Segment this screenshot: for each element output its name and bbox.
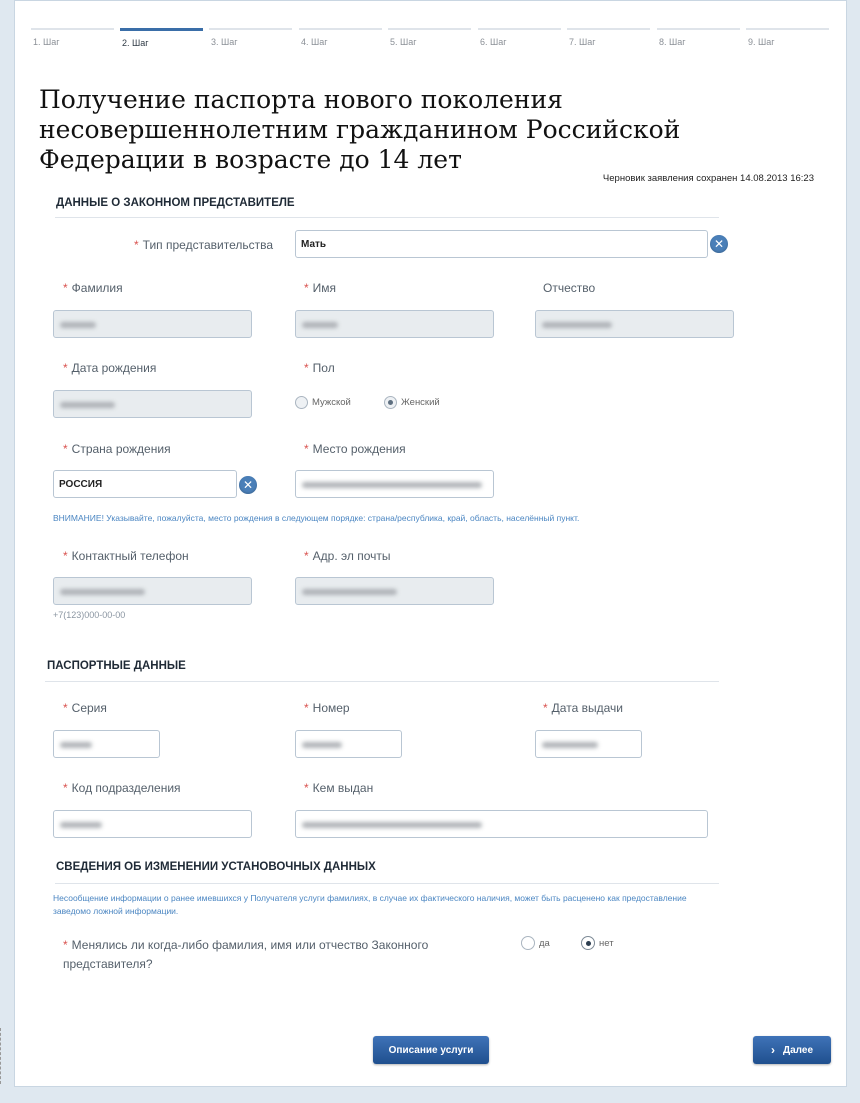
step-2-label: 2. Шаг xyxy=(122,38,149,48)
required-marker: * xyxy=(63,938,68,952)
series-label xyxy=(63,701,107,715)
section-title-changes: СВЕДЕНИЯ ОБ ИЗМЕНЕНИИ УСТАНОВОЧНЫХ ДАННЫХ xyxy=(56,861,376,873)
birth-place-warning: ВНИМАНИЕ! Указывайте, пожалуйста, место рождения в следующем порядке: страна/республика, край, область, населённый пункт. xyxy=(53,513,580,523)
birth-date-label xyxy=(63,361,156,375)
changes-note: Несообщение информации о ранее имевшихся у Получателя услуги фамилиях, в случае их фактического наличия, может быть расценено как предоставление заведомо ложной информации. xyxy=(53,893,687,916)
redacted-value xyxy=(302,589,397,595)
name-change-yes-radio[interactable] xyxy=(521,936,550,950)
step-6-label: 6. Шаг xyxy=(480,37,507,47)
step-3[interactable] xyxy=(209,28,292,47)
radio-selected-dot xyxy=(586,941,591,946)
number-label xyxy=(304,701,350,715)
step-4[interactable] xyxy=(299,28,382,47)
step-8-label: 8. Шаг xyxy=(659,37,686,47)
redacted-value xyxy=(302,482,482,488)
issue-date-label-text: Дата выдачи xyxy=(551,701,623,715)
step-9[interactable] xyxy=(746,28,829,47)
next-button-label: Далее xyxy=(782,1044,814,1056)
radio-selected-dot xyxy=(388,400,393,405)
redacted-value xyxy=(302,322,338,328)
issued-by-label-text: Кем выдан xyxy=(312,781,374,795)
gender-female-label: Женский xyxy=(401,397,440,408)
last-name-field[interactable] xyxy=(53,310,252,338)
series-field[interactable] xyxy=(53,730,160,758)
step-1-label: 1. Шаг xyxy=(33,37,60,47)
gender-label-text: Пол xyxy=(312,361,335,375)
number-field[interactable] xyxy=(295,730,402,758)
step-5[interactable] xyxy=(388,28,471,47)
redacted-value xyxy=(542,742,598,748)
step-2[interactable] xyxy=(120,28,203,48)
clear-country-icon[interactable]: ✕ xyxy=(239,476,257,494)
redacted-value xyxy=(302,822,482,828)
last-name-label xyxy=(63,281,123,295)
name-change-no-label: нет xyxy=(599,937,614,949)
required-marker: * xyxy=(304,442,309,456)
first-name-field[interactable] xyxy=(295,310,494,338)
phone-label xyxy=(63,549,189,563)
required-marker: * xyxy=(543,701,548,715)
birth-place-label-text: Место рождения xyxy=(312,442,406,456)
clear-type-icon[interactable]: ✕ xyxy=(710,235,728,253)
radio-circle xyxy=(384,396,397,409)
service-description-button[interactable]: Описание услуги xyxy=(373,1036,489,1064)
email-label xyxy=(304,549,391,563)
redacted-value xyxy=(60,822,102,828)
birth-country-field[interactable] xyxy=(53,470,237,498)
name-change-no-radio[interactable] xyxy=(581,936,614,950)
redacted-value xyxy=(60,322,96,328)
name-change-question-text: Менялись ли когда-либо фамилия, имя или отчество Законного представителя? xyxy=(63,938,429,971)
edge-marks xyxy=(0,1028,5,1084)
step-4-label: 4. Шаг xyxy=(301,37,328,47)
birth-place-field[interactable] xyxy=(295,470,494,498)
division-code-label-text: Код подразделения xyxy=(71,781,181,795)
gender-female-radio[interactable] xyxy=(384,396,440,409)
first-name-label xyxy=(304,281,336,295)
step-progress xyxy=(31,28,831,48)
issue-date-field[interactable] xyxy=(535,730,642,758)
step-9-label: 9. Шаг xyxy=(748,37,775,47)
required-marker: * xyxy=(304,281,309,295)
divider xyxy=(55,883,719,884)
birth-country-label-text: Страна рождения xyxy=(71,442,171,456)
divider xyxy=(55,217,719,218)
required-marker: * xyxy=(304,781,309,795)
series-label-text: Серия xyxy=(71,701,107,715)
required-marker: * xyxy=(304,549,309,563)
issued-by-label xyxy=(304,781,373,795)
step-6[interactable] xyxy=(478,28,561,47)
redacted-value xyxy=(542,322,612,328)
division-code-label xyxy=(63,781,181,795)
representation-type-field[interactable] xyxy=(295,230,708,258)
step-1[interactable] xyxy=(31,28,114,47)
next-button[interactable] xyxy=(753,1036,831,1064)
step-5-label: 5. Шаг xyxy=(390,37,417,47)
gender-male-radio[interactable] xyxy=(295,396,351,409)
issue-date-label xyxy=(543,701,623,715)
patronymic-field[interactable] xyxy=(535,310,734,338)
section-title-passport: ПАСПОРТНЫЕ ДАННЫЕ xyxy=(47,660,186,672)
required-marker: * xyxy=(134,238,139,252)
patronymic-label: Отчество xyxy=(543,281,596,295)
step-7[interactable] xyxy=(567,28,650,47)
gender-male-label: Мужской xyxy=(312,397,351,408)
phone-format-hint: +7(123)000-00-00 xyxy=(53,610,126,620)
birth-country-label xyxy=(63,442,171,456)
radio-circle xyxy=(521,936,535,950)
required-marker: * xyxy=(63,442,68,456)
redacted-value xyxy=(60,742,92,748)
step-7-label: 7. Шаг xyxy=(569,37,596,47)
redacted-value xyxy=(302,742,342,748)
divider xyxy=(45,681,719,682)
radio-circle xyxy=(295,396,308,409)
issued-by-field[interactable] xyxy=(295,810,708,838)
radio-circle xyxy=(581,936,595,950)
phone-field[interactable] xyxy=(53,577,252,605)
division-code-field[interactable] xyxy=(53,810,252,838)
redacted-value xyxy=(60,402,115,408)
birth-country-value: РОССИЯ xyxy=(59,478,103,490)
section-title-representative: ДАННЫЕ О ЗАКОННОМ ПРЕДСТАВИТЕЛЕ xyxy=(56,197,295,209)
first-name-label-text: Имя xyxy=(312,281,337,295)
draft-saved-status: Черновик заявления сохранен 14.08.2013 16:23 xyxy=(602,173,814,184)
representation-type-value: Мать xyxy=(301,238,327,250)
page-title: Получение паспорта нового поколения несовершеннолетним гражданином Российской Федерации в возрасте до 14 лет xyxy=(39,85,681,174)
step-3-label: 3. Шаг xyxy=(211,37,238,47)
required-marker: * xyxy=(304,701,309,715)
required-marker: * xyxy=(304,361,309,375)
birth-place-label xyxy=(304,442,406,456)
birth-date-label-text: Дата рождения xyxy=(71,361,157,375)
phone-label-text: Контактный телефон xyxy=(71,549,189,563)
required-marker: * xyxy=(63,549,68,563)
email-label-text: Адр. эл почты xyxy=(312,549,391,563)
email-field[interactable] xyxy=(295,577,494,605)
required-marker: * xyxy=(63,361,68,375)
name-change-question xyxy=(63,936,473,974)
required-marker: * xyxy=(63,281,68,295)
step-8[interactable] xyxy=(657,28,740,47)
representation-type-label-text: Тип представительства xyxy=(142,238,274,252)
gender-label xyxy=(304,361,335,375)
required-marker: * xyxy=(63,701,68,715)
last-name-label-text: Фамилия xyxy=(71,281,123,295)
birth-date-field[interactable] xyxy=(53,390,252,418)
chevron-right-icon: › xyxy=(770,1043,775,1057)
number-label-text: Номер xyxy=(312,701,350,715)
required-marker: * xyxy=(63,781,68,795)
name-change-yes-label: да xyxy=(539,937,550,949)
form-page xyxy=(14,0,847,1087)
redacted-value xyxy=(60,589,145,595)
representation-type-label xyxy=(134,238,273,252)
